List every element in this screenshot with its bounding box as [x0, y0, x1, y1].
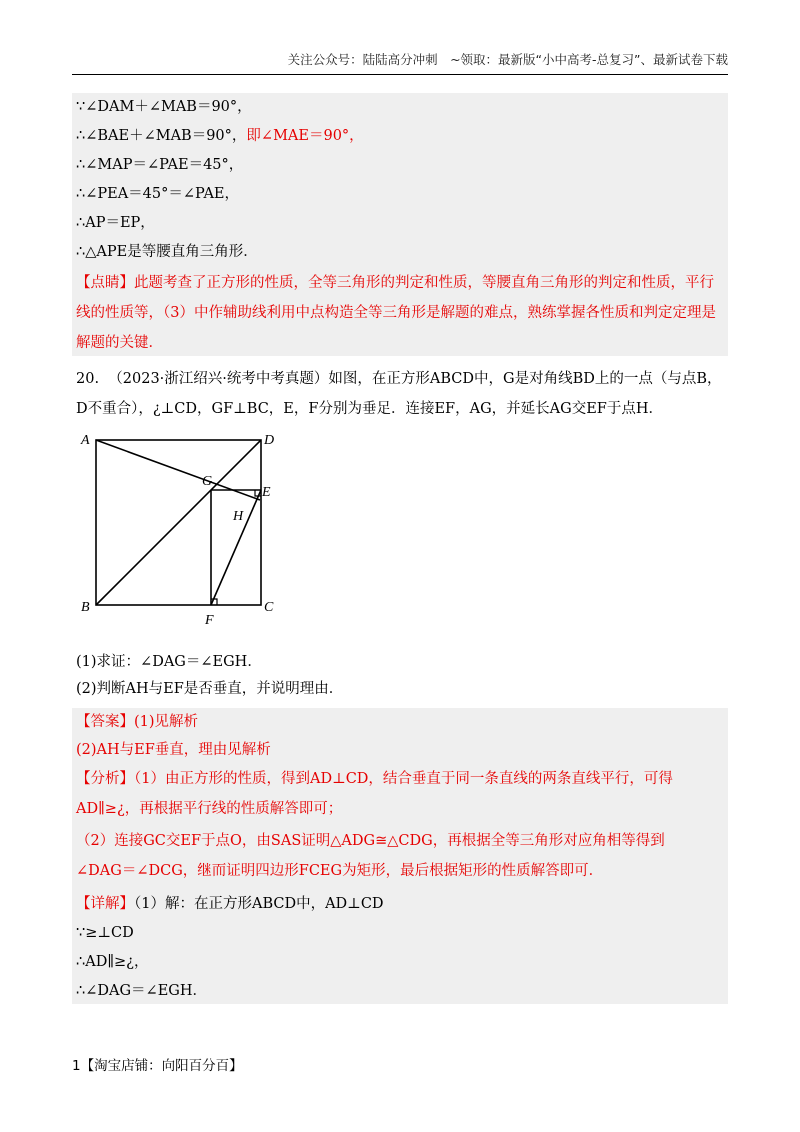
footer-text: 1【淘宝店铺：向阳百分百】 — [72, 1058, 243, 1074]
page-footer — [72, 1054, 243, 1074]
header-text: 关注公众号：陆陆高分冲刺 ~领取：最新版“小中高考-总复习”、最新试卷下载 — [287, 52, 728, 67]
analysis-tag: 【分析】 — [76, 771, 134, 787]
label-c: C — [264, 600, 274, 615]
detail-1: 【详解】（1）解：在正方形ABCD中，AD⊥CD — [76, 896, 384, 912]
solution-line-1: ∵∠DAM＋∠MAB＝90°， — [76, 99, 252, 115]
problem-text: 如图，在正方形ABCD中，G是对角线BD上的一点（与点B，D不重合），¿⊥CD，GF⊥BC，E，F分别为垂足．连接EF，AG，并延长AG交EF于点H． — [76, 371, 722, 417]
dianjing-tag: 【点睛】 — [76, 275, 134, 291]
detail-tag: 【详解】 — [76, 896, 134, 912]
line-ah — [96, 440, 260, 500]
answer-1: 【答案】(1)见解析 — [76, 714, 199, 730]
solution-line-2: ∴∠BAE＋∠MAB＝90°，即∠MAE＝90°， — [76, 128, 364, 144]
question-1: (1)求证：∠DAG＝∠EGH． — [76, 654, 262, 670]
answer-tag: 【答案】 — [76, 714, 134, 730]
detail-4: ∴∠DAG＝∠EGH． — [76, 983, 208, 999]
question-2: (2)判断AH与EF是否垂直，并说明理由． — [76, 681, 344, 697]
label-d: D — [264, 433, 275, 448]
label-b: B — [81, 600, 90, 615]
segment-ef — [211, 490, 261, 605]
geometry-figure — [76, 428, 286, 628]
dianjing-note — [76, 268, 724, 358]
analysis-2b: ∠DAG＝∠DCG，继而证明四边形FCEG为矩形，最后根据矩形的性质解答即可． — [76, 863, 604, 879]
analysis-2a: （2）连接GC交EF于点O，由SAS证明△ADG≅△CDG，再根据全等三角形对应角相等得到 — [76, 833, 665, 849]
solution-line-4: ∴∠PEA＝45°＝∠PAE， — [76, 186, 240, 202]
problem-number: 20. — [76, 371, 100, 387]
solution-line-5: ∴AP＝EP， — [76, 215, 155, 231]
answer-2: (2)AH与EF垂直，理由见解析 — [76, 742, 271, 758]
analysis-1 — [76, 764, 724, 824]
dianjing-text: 此题考查了正方形的性质，全等三角形的判定和性质，等腰直角三角形的判定和性质，平行线的性质等，（3）中作辅助线利用中点构造全等三角形是解题的难点，熟练掌握各性质和判定定理是解题的关键． — [76, 275, 716, 351]
problem-stem — [76, 364, 724, 424]
label-f: F — [205, 613, 214, 628]
problem-source: （2023·浙江绍兴·统考中考真题） — [108, 371, 329, 387]
label-g: G — [202, 474, 213, 489]
detail-3: ∴AD∥≥¿， — [76, 954, 149, 970]
analysis-text-1: （1）由正方形的性质，得到AD⊥CD，结合垂直于同一条直线的两条直线平行，可得AD∥≥¿，再根据平行线的性质解答即可； — [76, 771, 673, 817]
solution-line-3: ∴∠MAP＝∠PAE＝45°， — [76, 157, 244, 173]
solution-line-6: ∴△APE是等腰直角三角形． — [76, 244, 258, 260]
label-e: E — [262, 485, 271, 500]
label-a: A — [81, 433, 90, 448]
detail-2: ∵≥⊥CD — [76, 925, 134, 941]
label-h: H — [233, 509, 244, 524]
page-header — [72, 50, 728, 75]
